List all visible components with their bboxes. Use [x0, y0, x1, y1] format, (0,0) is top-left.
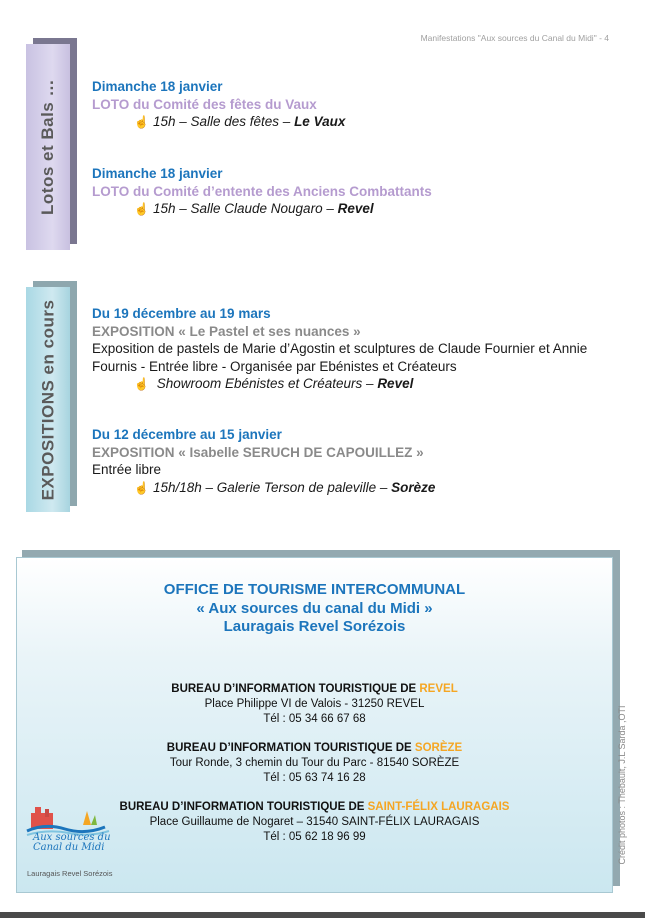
photo-credit [614, 700, 632, 880]
loto-event-2 [92, 165, 432, 219]
bureau-city: SORÈZE [414, 742, 463, 754]
event-place [92, 479, 592, 498]
bureau-address: Place Philippe VI de Valois - 31250 REVEL [204, 698, 425, 710]
event-date: Du 19 décembre au 19 mars [92, 306, 271, 321]
page-bottom-bar [0, 912, 645, 918]
event-date: Dimanche 18 janvier [92, 166, 223, 181]
office-title-line-3: Lauragais Revel Sorézois [223, 618, 406, 635]
event-title: LOTO du Comité d’entente des Anciens Combattants [92, 183, 432, 199]
pointing-hand-icon: ☝ [134, 480, 149, 495]
event-place-text: 15h – Salle Claude Nougaro – [152, 201, 338, 216]
event-title: LOTO du Comité des fêtes du Vaux [92, 96, 317, 112]
bureau-heading: BUREAU D’INFORMATION TOURISTIQUE DE [119, 801, 368, 813]
bureau-revel [17, 682, 612, 727]
section-tab-expositions [26, 287, 70, 512]
event-place [92, 200, 432, 219]
pointing-hand-icon: ☝ [134, 377, 149, 391]
event-place-text: 15h – Salle des fêtes – [152, 114, 295, 129]
event-place-text: Showroom Ebénistes et Créateurs – [152, 376, 378, 391]
section-tab-expositions-label: EXPOSITIONS en cours [38, 299, 58, 500]
photo-credit-text: Crédit photos : Thebault, J.L Sarda ,OTI [617, 705, 627, 865]
event-title: EXPOSITION « Isabelle SERUCH DE CAPOUILLEZ » [92, 444, 424, 460]
office-title [17, 581, 612, 637]
tourism-office-box [16, 557, 613, 893]
event-place-town: Revel [337, 201, 374, 216]
office-logo [25, 803, 117, 883]
bureau-soreze [17, 741, 612, 786]
event-place [92, 375, 592, 394]
office-title-line-2: « Aux sources du canal du Midi » [196, 599, 433, 617]
pointing-hand-icon: ☝ [134, 115, 149, 129]
event-title: EXPOSITION « Le Pastel et ses nuances » [92, 323, 361, 339]
bureau-address: Tour Ronde, 3 chemin du Tour du Parc - 81540 SORÈZE [169, 757, 460, 769]
pointing-hand-icon: ☝ [134, 202, 149, 216]
expo-event-2 [92, 426, 592, 497]
event-date: Dimanche 18 janvier [92, 79, 223, 94]
expo-event-1 [92, 305, 592, 394]
bureau-heading: BUREAU D’INFORMATION TOURISTIQUE DE [171, 683, 420, 695]
office-title-line-1: OFFICE DE TOURISME INTERCOMMUNAL [163, 581, 466, 598]
logo-script-text: Aux sources du Canal du Midi [33, 832, 111, 853]
bureau-city: SAINT-FÉLIX LAURAGAIS [367, 801, 510, 813]
bureau-city: REVEL [419, 683, 458, 695]
bureau-phone: Tél : 05 62 18 96 99 [263, 831, 366, 843]
event-place-text: 15h/18h – Galerie Terson de paleville – [152, 479, 392, 495]
page-header: Manifestations "Aux sources du Canal du Midi" - 4 [420, 33, 609, 43]
event-description: Entrée libre [92, 462, 162, 477]
event-place [92, 113, 345, 132]
logo-subtitle: Lauragais Revel Sorézois [27, 869, 113, 878]
event-place-town: Revel [377, 376, 414, 391]
event-date: Du 12 décembre au 15 janvier [92, 427, 282, 442]
bureau-address: Place Guillaume de Nogaret – 31540 SAINT-FÉLIX LAURAGAIS [149, 816, 480, 828]
section-tab-lotos-label: Lotos et Bals … [38, 79, 57, 215]
event-place-town: Sorèze [391, 479, 436, 495]
event-place-town: Le Vaux [294, 114, 346, 129]
bureau-heading: BUREAU D’INFORMATION TOURISTIQUE DE [166, 742, 415, 754]
loto-event-1 [92, 78, 345, 132]
bureau-phone: Tél : 05 34 66 67 68 [263, 713, 366, 725]
event-description: Exposition de pastels de Marie d’Agostin et sculptures de Claude Fournier et Annie Fournis - Entrée libre - Organisée par Ebénistes et Créateurs [92, 341, 588, 374]
bureau-phone: Tél : 05 63 74 16 28 [263, 772, 366, 784]
section-tab-lotos [26, 44, 70, 250]
